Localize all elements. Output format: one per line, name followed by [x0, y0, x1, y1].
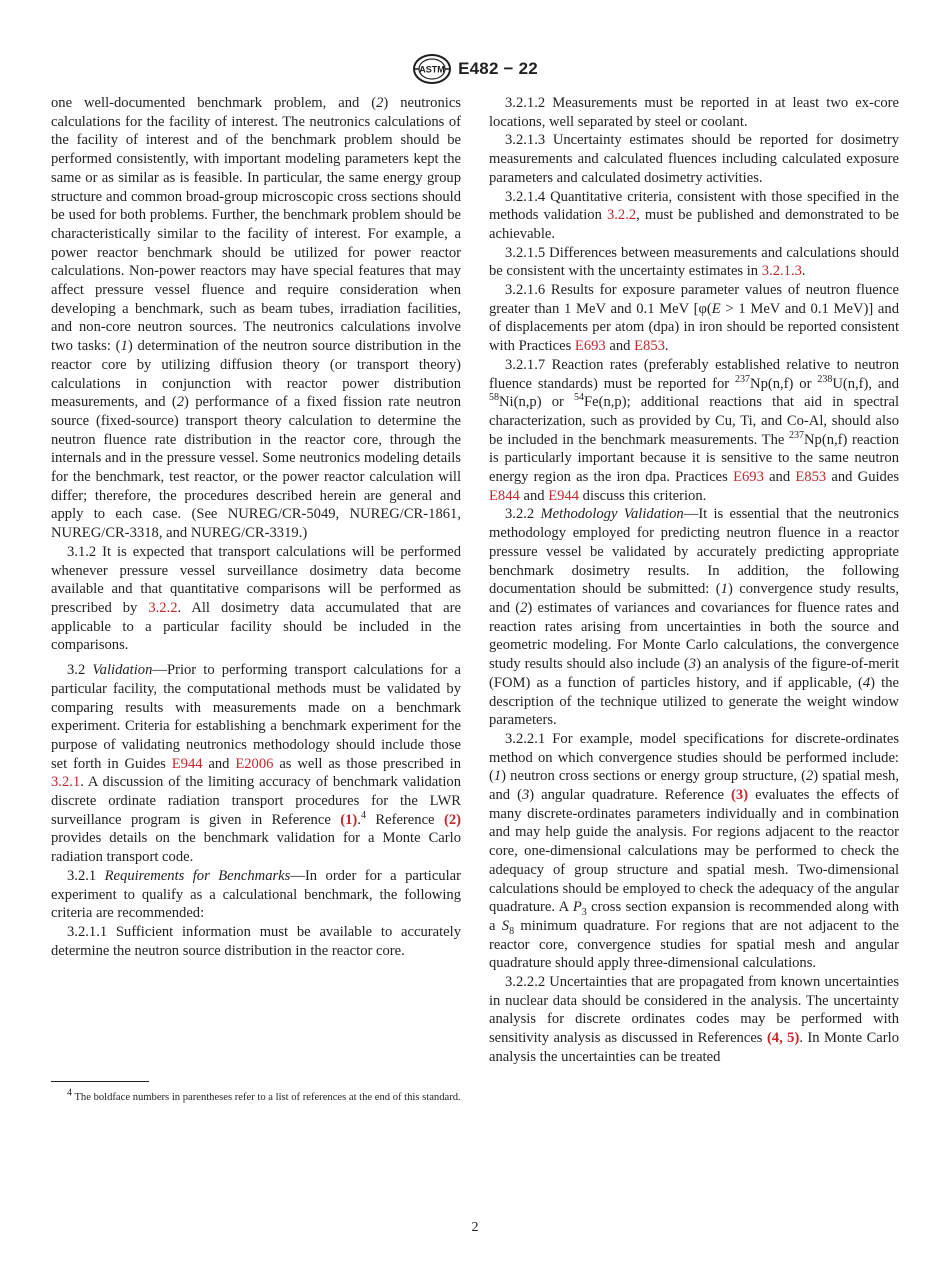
reference-link-1[interactable]: (1)	[340, 811, 358, 828]
standard-link-e844[interactable]: E844	[489, 487, 520, 504]
astm-logo-icon	[412, 53, 452, 85]
standard-link-e853[interactable]: E853	[634, 338, 665, 355]
paragraph-3-2-1-7: 3.2.1.7 Reaction rates (preferably established relative to neutron fluence standards) must be reported for $^{237}$Np(n,f) or $^{238}$U(n,f), and $^{58}$Ni(n,p) or $^{54}$Fe(n,p); additional reactions that aid in spectral characterization, such as provided by Cu, Ti, and Co-Al, should also be included in the benchmark measurements. The $^{237}$Np(n,f) reaction is particularly important because it is sensitive to the same neutron energy region as the iron dpa. Practices E693 and E853 and Guides E844 and E944 discuss this criterion.	[489, 356, 899, 504]
section-link-3-2-2[interactable]: 3.2.2	[148, 599, 178, 616]
page-header	[0, 52, 950, 86]
footnote-divider	[51, 1081, 149, 1082]
standard-link-e944[interactable]: E944	[548, 487, 579, 504]
reference-link-3[interactable]: (3)	[731, 787, 749, 804]
paragraph-3-2-1-1: 3.2.1.1 Sufficient information must be available to accurately determine the neutron source distribution in the reactor core.	[51, 923, 461, 959]
footnote-marker: 4	[360, 809, 366, 821]
section-link-3-2-1[interactable]: 3.2.1	[51, 774, 81, 791]
svg-text:ASTM: ASTM	[419, 64, 445, 75]
standard-link-e693[interactable]: E693	[574, 338, 606, 355]
footnote: $^4$ The boldface numbers in parentheses refer to a list of references at the end of this standard.	[67, 1087, 461, 1103]
standard-link-e853[interactable]: E853	[795, 469, 827, 486]
section-link-3-2-1-3[interactable]: 3.2.1.3	[761, 263, 802, 280]
reference-link-4-5[interactable]: (4, 5)	[766, 1030, 800, 1047]
paragraph-3-1-1-continued: one well-documented benchmark problem, and (2) neutronics calculations for the facility of interest. The neutronics calculations of the facility of interest and of the benchmark problem should be performed consistently, with important modeling parameters kept the same or as similar as is feasible. In particular, the same energy group structure and common broad-group microscopic cross sections should be used for both problems. Further, the benchmark problem should be characteristically similar to the facility of interest. For example, a power reactor benchmark should be utilized for power reactor calculations. Non-power reactors may have special features that may affect pressure vessel fluence and require consideration when developing a benchmark, such as beam tubes, irradiation facilities, and non-core neutron sources. The neutronics calculations involve two tasks: (1) determination of the neutron source distribution in the reactor core by utilizing diffusion theory (or transport theory) calculations in conjunction with reactor power distribution measurements, and (2) performance of a fixed fission rate neutron source (fixed-source) transport theory calculation to determine the neutron fluence rate distribution in the reactor core, through the internals and in the pressure vessel. Some neutronics modeling details for the benchmark, test reactor, or the power reactor calculation will differ; therefore, the procedures described herein are general and apply to each case. (See NUREG/CR-5049, NUREG/CR-1861, NUREG/CR-3318, and NUREG/CR-3319.)	[51, 95, 462, 542]
paragraph-3-2-2-1: 3.2.2.1 For example, model specifications for discrete-ordinates method on which convergence studies should be performed include: (1) neutron cross sections or energy group structure, (2) spatial mesh, and (3) angular quadrature. Reference (3) evaluates the effects of many discrete-ordinates parameters individually and in combination and may help guide the analysis. For regions adjacent to the reactor core, one-dimensional calculations may be performed to check the adequacy of group structure and spatial mesh. Two-dimensional calculations should be employed to check the adequacy of the angular quadrature. A $P_3$ cross section expansion is recommended along with a $S_8$ minimum quadrature. For regions that are not adjacent to the reactor core, convergence studies for spatial mesh and angular quadrature should apply three-dimensional calculations.	[489, 730, 899, 972]
paragraph-3-2-1-2: 3.2.1.2 Measurements must be reported in at least two ex-core locations, well separated by steel or coolant.	[489, 95, 899, 130]
right-column	[489, 94, 899, 1067]
paragraph-3-2-1-6: 3.2.1.6 Results for exposure parameter values of neutron fluence greater than 1 MeV and 0.1 MeV [φ(E > 1 MeV and 0.1 MeV)] and of displacements per atom (dpa) in iron should be reported consistent with Practices E693 and E853.	[489, 282, 899, 355]
paragraph-3-2-1-4: 3.2.1.4 Quantitative criteria, consistent with those specified in the methods validation 3.2.2, must be published and demonstrated to be achievable.	[489, 188, 899, 242]
section-link-3-2-2[interactable]: 3.2.2	[606, 207, 637, 224]
paragraph-3-2-1: 3.2.1 Requirements for Benchmarks—In order for a particular experiment to qualify as a calculational benchmark, the following criteria are recommended:	[51, 867, 461, 922]
paragraph-3-2-1-5: 3.2.1.5 Differences between measurements and calculations should be consistent with the uncertainty estimates in 3.2.1.3.	[489, 244, 899, 280]
standard-link-e944[interactable]: E944	[171, 755, 203, 772]
paragraph-3-2: 3.2 Validation—Prior to performing transport calculations for a particular facility, the computational methods must be validated by comparing results with measurements made on a benchmark experiment. Criteria for establishing a benchmark experiment for the purpose of validating neutronics methodology should include those set forth in Guides E944 and E2006 as well as those prescribed in 3.2.1. A discussion of the limiting accuracy of benchmark validation discrete ordinate radiation transport procedures for the LWR surveillance program is given in Reference (1).$^4$ Reference (2) provides details on the benchmark validation for a Monte Carlo radiation transport code.	[51, 662, 461, 866]
reference-link-2[interactable]: (2)	[443, 811, 461, 828]
standard-link-e693[interactable]: E693	[733, 469, 764, 486]
paragraph-3-2-2: 3.2.2 Methodology Validation—It is essential that the neutronics methodology employed for predicting neutron fluence in a reactor pressure vessel be validated by accurately predicting appropriate benchmark dosimetry results. In addition, the following documentation should be submitted: (1) convergence study results, and (2) estimates of variances and covariances for fluence rates and reaction rates arising from uncertainties in both the source and geometric modeling. For Monte Carlo calculations, the convergence study results should also include (3) an analysis of the figure-of-merit (FOM) as a function of particles history, and if applicable, (4) the description of the technique utilized to generate the weight window parameters.	[489, 506, 900, 729]
paragraph-3-2-1-3: 3.2.1.3 Uncertainty estimates should be reported for dosimetry measurements and calculated fluences including calculated exposure parameters and calculated dosimetry activities.	[489, 132, 899, 186]
paragraph-3-1-2: 3.1.2 It is expected that transport calculations will be performed whenever pressure vessel surveillance dosimetry data become available and that quantitative comparisons will be performed as prescribed by 3.2.2. All dosimetry data accumulated that are applicable to a particular facility should be included in the comparisons.	[51, 543, 461, 654]
paragraph-3-2-2-2: 3.2.2.2 Uncertainties that are propagated from known uncertainties in nuclear data should be considered in the analysis. The uncertainty analysis for discrete ordinates codes may be performed with sensitivity analysis as discussed in References (4, 5). In Monte Carlo analysis the uncertainties can be treated	[489, 974, 899, 1065]
left-column	[51, 94, 461, 960]
standard-link-e2006[interactable]: E2006	[235, 755, 274, 772]
page-number: 2	[471, 1220, 479, 1235]
standard-designation: E482 − 22	[458, 59, 538, 78]
